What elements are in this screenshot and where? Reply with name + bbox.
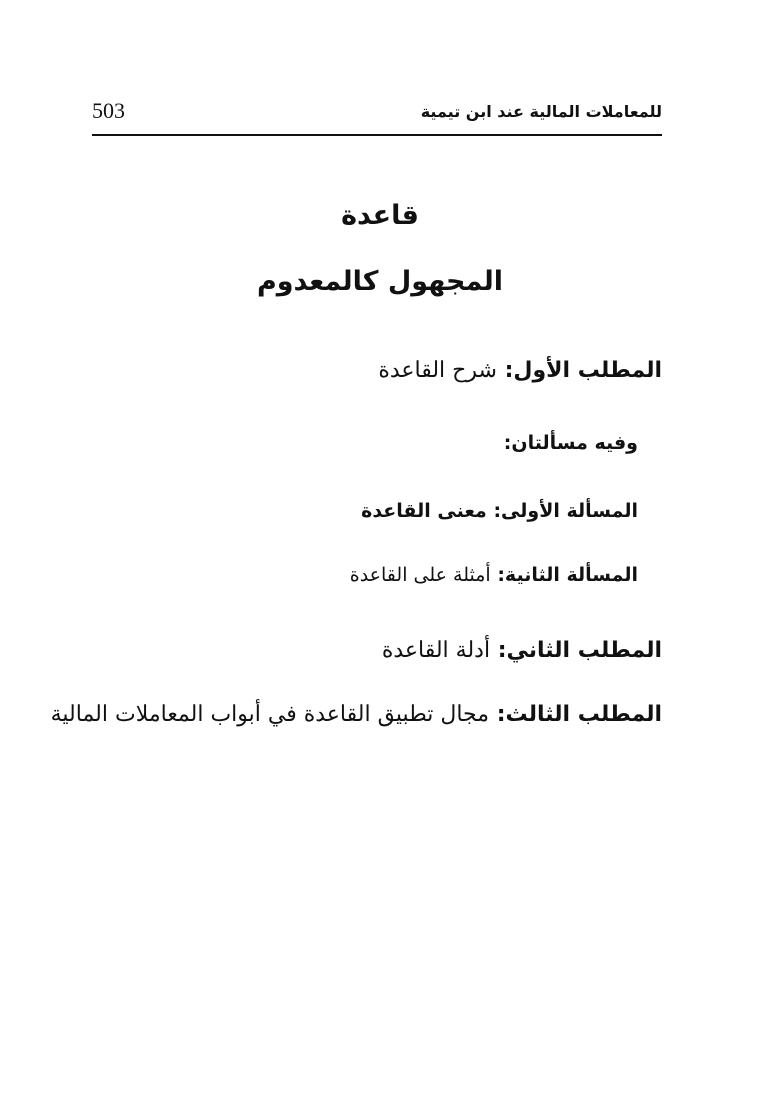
toc-entry-first-question [361,500,638,522]
toc-entry-label: المطلب الأول: [496,358,662,383]
page-number: 503 [92,98,125,123]
toc-entry-text: شرح القاعدة [378,358,497,383]
section-subheading: المجهول كالمعدوم [256,266,504,297]
toc-entry-label: المطلب الثالث: [489,702,662,727]
toc-entry-intro [504,432,638,454]
toc-entry-text: أدلة القاعدة [381,638,491,663]
toc-entry-first-topic [378,358,662,383]
running-title: للمعاملات المالية عند ابن تيمية [420,102,662,121]
toc-entry-text: أمثلة على القاعدة [349,564,491,586]
toc-entry-text: مجال تطبيق القاعدة في أبواب المعاملات المالية [50,702,490,727]
toc-entry-third-topic [51,702,662,727]
toc-entry-text: معنى القاعدة [361,500,487,522]
toc-entry-second-question [350,564,638,586]
running-header [92,96,662,136]
toc-entry-second-topic [382,638,662,663]
toc-entry-label: وفيه مسألتان: [503,432,638,454]
toc-entry-label: المسألة الثانية: [490,564,638,586]
toc-entry-label: المطلب الثاني: [490,638,662,663]
toc-entry-label: المسألة الأولى: [486,500,638,522]
section-heading: قاعدة [341,200,419,231]
